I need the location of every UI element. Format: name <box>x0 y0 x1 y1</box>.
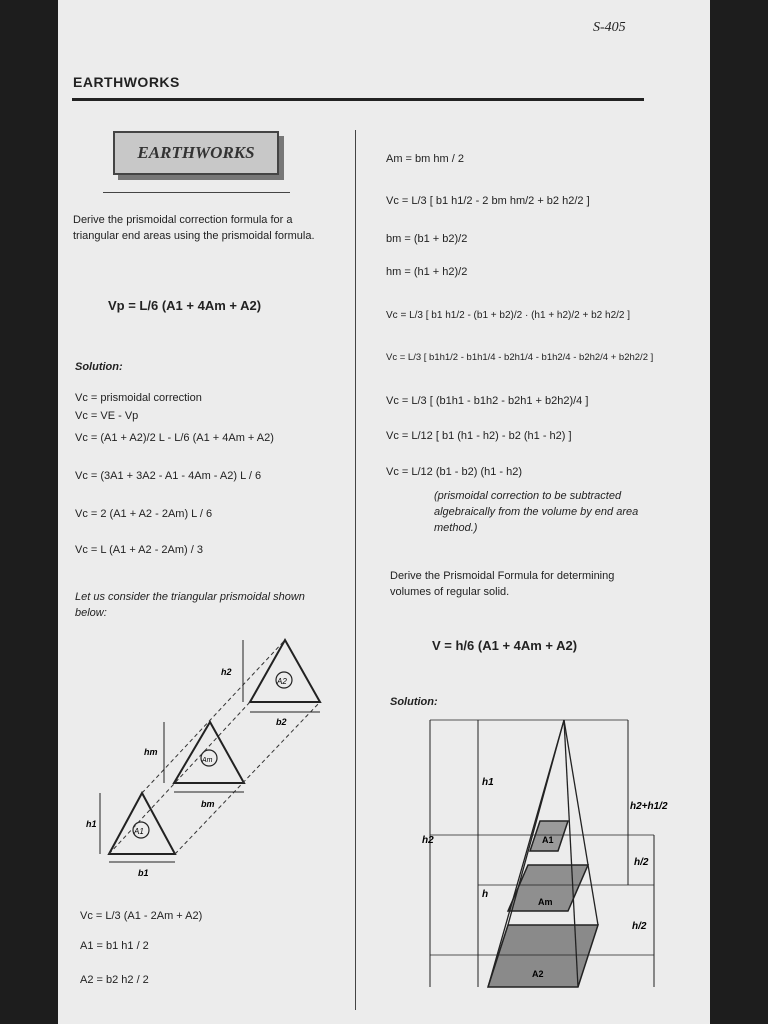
label-a1: A1 <box>134 827 144 836</box>
label-h-half-b: h/2 <box>632 921 647 932</box>
label-a1: A1 <box>542 835 554 845</box>
header-rule <box>72 98 644 101</box>
right-eq-5: Vc = L/3 [ b1 h1/2 - (b1 + b2)/2 · (h1 + h2)/2 + b2 h2/2 ] <box>386 310 631 321</box>
right-eq-6: Vc = L/3 [ b1h1/2 - b1h1/4 - b2h1/4 - b1h2/4 - b2h2/4 + b2h2/2 ] <box>386 352 654 363</box>
right-eq-1: Am = bm hm / 2 <box>386 153 464 165</box>
triangle-am <box>174 722 244 783</box>
triangle-a2 <box>250 640 320 702</box>
left-eq-5: Vc = 2 (A1 + A2 - 2Am) L / 6 <box>75 508 213 520</box>
label-hm: hm <box>144 747 158 757</box>
right-eq-3: bm = (b1 + b2)/2 <box>386 233 468 245</box>
label-h2: h2 <box>221 667 232 677</box>
label-h2-plus-h1-half: h2+h1/2 <box>630 801 668 812</box>
label-bm: bm <box>201 799 215 809</box>
label-b2: b2 <box>276 717 287 727</box>
right-formula: V = h/6 (A1 + 4Am + A2) <box>432 638 578 653</box>
right-eq-9: Vc = L/12 (b1 - b2) (h1 - h2) <box>386 466 523 478</box>
left-bottom-eq-3: A2 = b2 h2 / 2 <box>80 974 149 986</box>
edge-top <box>142 640 285 793</box>
left-solution-label: Solution: <box>75 361 123 373</box>
right-eq-8: Vc = L/12 [ b1 (h1 - h2) - b2 (h1 - h2) ] <box>386 430 572 442</box>
label-a2: A2 <box>277 677 287 686</box>
left-eq-1: Vc = prismoidal correction <box>75 392 202 404</box>
right-question: Derive the Prismoidal Formula for determining volumes of regular solid. <box>390 570 615 598</box>
section-title-box: EARTHWORKS <box>113 131 279 175</box>
label-a2: A2 <box>532 969 544 979</box>
label-b1: b1 <box>138 868 149 878</box>
label-h1: h1 <box>86 819 97 829</box>
left-bottom-eq-2: A1 = b1 h1 / 2 <box>80 940 149 952</box>
label-h: h <box>482 889 489 900</box>
left-eq-4: Vc = (3A1 + 3A2 - A1 - 4Am - A2) L / 6 <box>75 470 262 482</box>
triangular-prismoid-figure <box>58 630 354 900</box>
label-h-half-a: h/2 <box>634 857 649 868</box>
left-bottom-eq-1: Vc = L/3 (A1 - 2Am + A2) <box>80 910 203 922</box>
left-eq-3: Vc = (A1 + A2)/2 L - L/6 (A1 + 4Am + A2) <box>75 432 274 444</box>
left-eq-6: Vc = L (A1 + A2 - 2Am) / 3 <box>75 544 203 556</box>
edge-left <box>109 702 250 854</box>
right-eq-7: Vc = L/3 [ (b1h1 - b1h2 - b2h1 + b2h2)/4 ] <box>386 395 589 407</box>
pyramid-frustum-figure <box>418 715 678 1015</box>
left-formula: Vp = L/6 (A1 + 4Am + A2) <box>108 298 262 313</box>
left-consider-text: Let us consider the triangular prismoidal shown below: <box>75 591 305 619</box>
right-eq-2: Vc = L/3 [ b1 h1/2 - 2 bm hm/2 + b2 h2/2 ] <box>386 195 590 207</box>
triangle-a1 <box>109 793 175 854</box>
title-underline <box>103 192 290 193</box>
page-number: S-405 <box>593 20 626 35</box>
label-am: Am <box>202 757 213 764</box>
edge-right <box>175 702 320 854</box>
left-eq-2: Vc = VE - Vp <box>75 410 139 422</box>
right-eq-4: hm = (h1 + h2)/2 <box>386 266 468 278</box>
right-solution-label: Solution: <box>390 696 438 708</box>
label-h2: h2 <box>422 835 434 846</box>
running-header: EARTHWORKS <box>73 74 180 90</box>
column-divider <box>355 130 356 1010</box>
right-note: (prismoidal correction to be subtracted algebraically from the volume by end area method.) <box>434 490 639 534</box>
label-h1: h1 <box>482 777 494 788</box>
label-am: Am <box>538 897 553 907</box>
textbook-page <box>58 0 710 1024</box>
left-question: Derive the prismoidal correction formula for a triangular end areas using the prismoidal formula. <box>73 214 315 242</box>
